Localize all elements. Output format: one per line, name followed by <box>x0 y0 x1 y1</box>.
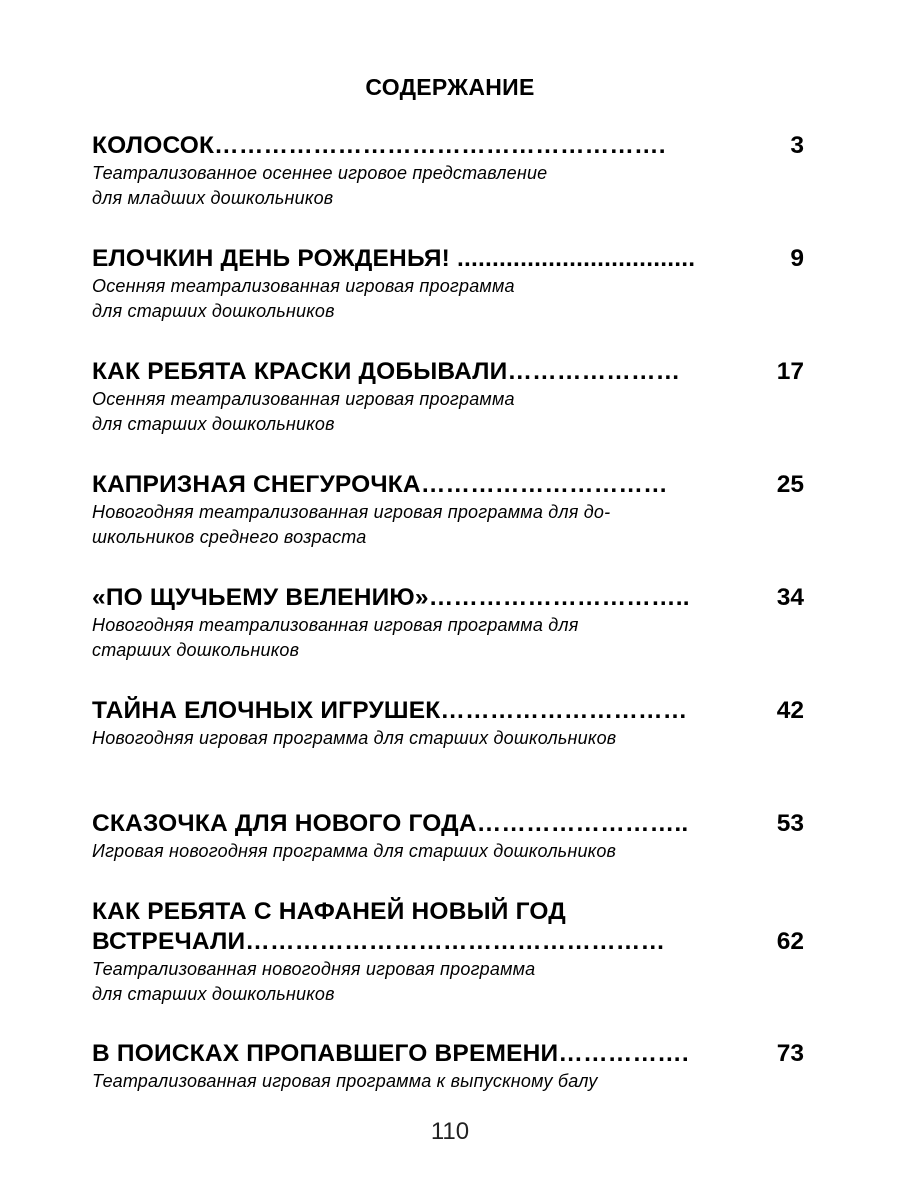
toc-entry[interactable] <box>92 696 804 751</box>
entry-description-line: Новогодняя театрализованная игровая программа для <box>92 615 579 635</box>
entry-page-number: 42 <box>776 697 804 724</box>
entry-title[interactable]: КАК РЕБЯТА КРАСКИ ДОБЫВАЛИ………………… <box>92 358 681 385</box>
entry-description-line: Новогодняя театрализованная игровая программа для до- <box>92 502 611 522</box>
toc-entry[interactable] <box>92 357 804 437</box>
toc-entry[interactable] <box>92 131 804 211</box>
entry-description-line: для старших дошкольников <box>92 984 335 1004</box>
entry-title[interactable]: СКАЗОЧКА ДЛЯ НОВОГО ГОДА…………………….. <box>92 810 689 837</box>
entry-description-line: школьников среднего возраста <box>92 527 367 547</box>
toc-entry[interactable] <box>92 470 804 550</box>
entry-description-line: Новогодняя игровая программа для старших дошкольников <box>92 728 617 748</box>
entry-description-line: Театрализованная игровая программа к выпускному балу <box>92 1071 598 1091</box>
entry-description-line: старших дошкольников <box>92 640 300 660</box>
toc-entry[interactable] <box>92 897 804 1007</box>
entry-description-line: Театрализованное осеннее игровое представление <box>92 163 548 183</box>
toc-entry[interactable] <box>92 809 804 864</box>
entry-title[interactable]: ВСТРЕЧАЛИ…………………………………………… <box>92 928 666 955</box>
entry-description-line: для младших дошкольников <box>92 188 334 208</box>
page-number-footer: 110 <box>430 1118 470 1145</box>
entry-title[interactable]: «ПО ЩУЧЬЕМУ ВЕЛЕНИЮ»………………………….. <box>92 584 690 611</box>
toc-heading: СОДЕРЖАНИЕ <box>365 74 535 100</box>
entry-title[interactable]: ТАЙНА ЕЛОЧНЫХ ИГРУШЕК………………………… <box>92 697 688 724</box>
entry-description-line: Игровая новогодняя программа для старших дошкольников <box>92 841 617 861</box>
entry-title[interactable]: КАПРИЗНАЯ СНЕГУРОЧКА………………………… <box>92 471 668 498</box>
toc-entry[interactable] <box>92 244 804 324</box>
entry-title[interactable]: ЕЛОЧКИН ДЕНЬ РОЖДЕНЬЯ! .................................. <box>92 245 696 272</box>
entry-page-number: 73 <box>776 1040 804 1067</box>
entry-description-line: Осенняя театрализованная игровая программа <box>92 276 515 296</box>
toc-entry[interactable] <box>92 583 804 663</box>
entry-page-number: 25 <box>776 471 804 498</box>
entry-description-line: для старших дошкольников <box>92 301 335 321</box>
entry-page-number: 3 <box>790 132 804 159</box>
entry-description-line: для старших дошкольников <box>92 414 335 434</box>
entry-title[interactable]: В ПОИСКАХ ПРОПАВШЕГО ВРЕМЕНИ……………. <box>92 1040 689 1067</box>
entry-page-number: 17 <box>776 358 804 385</box>
entry-title[interactable]: КОЛОСОК………………………………………………. <box>92 132 666 159</box>
entry-description-line: Театрализованная новогодняя игровая программа <box>92 959 536 979</box>
entry-page-number: 9 <box>790 245 804 272</box>
entry-page-number: 62 <box>776 928 804 955</box>
entry-description-line: Осенняя театрализованная игровая программа <box>92 389 515 409</box>
entry-page-number: 53 <box>776 810 804 837</box>
entry-page-number: 34 <box>776 584 804 611</box>
toc-entry[interactable] <box>92 1039 804 1094</box>
entry-title-line1[interactable]: КАК РЕБЯТА С НАФАНЕЙ НОВЫЙ ГОД <box>92 898 566 925</box>
